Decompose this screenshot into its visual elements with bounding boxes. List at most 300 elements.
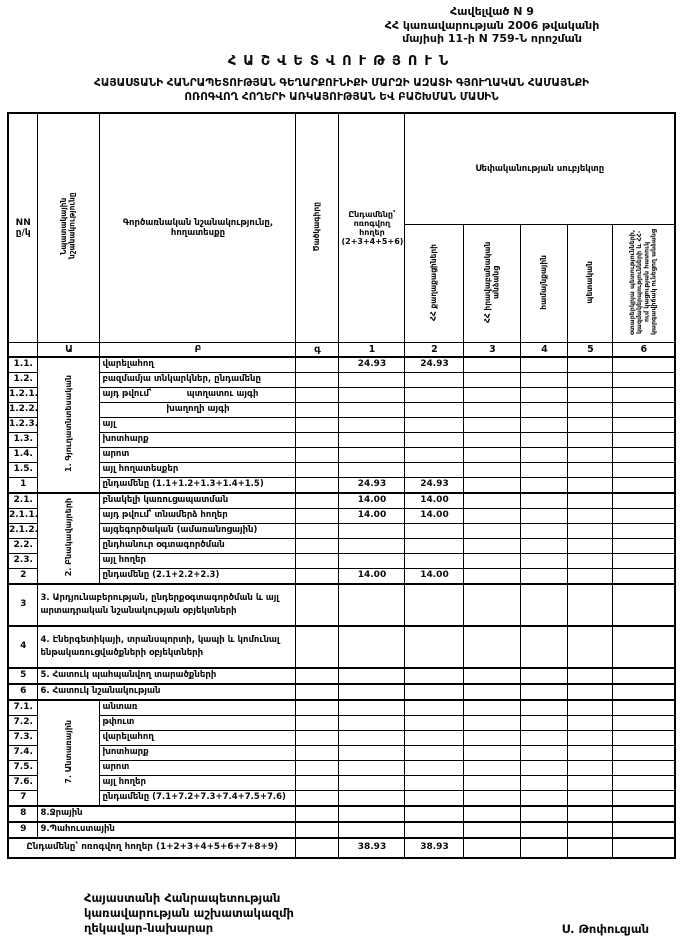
- empty-cell: [464, 584, 521, 626]
- empty-cell: [568, 731, 613, 746]
- signer-name: Ս. Թոփուզյան: [561, 922, 649, 936]
- column-letters-row: [8, 343, 675, 358]
- empty-cell: [521, 509, 568, 524]
- empty-cell: [405, 524, 464, 539]
- empty-cell: [405, 731, 464, 746]
- row-number-cell: 2.2.: [8, 539, 38, 554]
- empty-cell: [568, 761, 613, 776]
- empty-cell: [613, 684, 675, 700]
- row-number-cell: 1.2.3.: [8, 418, 38, 433]
- empty-cell: [296, 731, 339, 746]
- empty-cell: [339, 626, 405, 668]
- row-number-cell: 5: [8, 668, 38, 684]
- empty-cell: [405, 746, 464, 761]
- land-type-cell: ընդամենը (1.1+1.2+1.3+1.4+1.5): [100, 478, 296, 494]
- land-type-cell: խոտհարք: [100, 433, 296, 448]
- empty-cell: [568, 838, 613, 858]
- table-row: [8, 524, 675, 539]
- table-row: [8, 584, 675, 626]
- empty-cell: [613, 668, 675, 684]
- column-letter-cell: 5: [568, 343, 613, 358]
- row-number-cell: 7.3.: [8, 731, 38, 746]
- empty-cell: [613, 418, 675, 433]
- value-cell: 24.93: [405, 357, 464, 373]
- land-type-cell: 9.Պահուստային: [38, 822, 296, 838]
- table-row: [8, 448, 675, 463]
- empty-cell: [339, 584, 405, 626]
- empty-cell: [521, 684, 568, 700]
- empty-cell: [613, 539, 675, 554]
- empty-cell: [339, 806, 405, 822]
- empty-cell: [296, 433, 339, 448]
- ownership-col-header: [521, 225, 568, 343]
- empty-cell: [464, 626, 521, 668]
- ownership-col-header: [613, 225, 675, 343]
- empty-cell: [464, 791, 521, 807]
- land-type-cell: ընդհանուր օգտագործման: [100, 539, 296, 554]
- land-type-cell: արոտ: [100, 448, 296, 463]
- empty-cell: [339, 761, 405, 776]
- table-row: [8, 716, 675, 731]
- table-row: [8, 403, 675, 418]
- row-number-cell: 9: [8, 822, 38, 838]
- empty-cell: [613, 791, 675, 807]
- empty-cell: [613, 761, 675, 776]
- empty-cell: [405, 626, 464, 668]
- table-row: [8, 554, 675, 569]
- value-cell: 24.93: [339, 478, 405, 494]
- empty-cell: [568, 388, 613, 403]
- empty-cell: [521, 716, 568, 731]
- land-type-cell: բազմամյա տնկարկներ, ընդամենը: [100, 373, 296, 388]
- row-number-cell: 1.2.2.: [8, 403, 38, 418]
- empty-cell: [405, 373, 464, 388]
- empty-cell: [521, 584, 568, 626]
- land-type-text: խաղողի այգի: [166, 404, 230, 415]
- value-cell: 14.00: [339, 569, 405, 585]
- column-letter-cell: 1: [339, 343, 405, 358]
- empty-cell: [405, 700, 464, 716]
- empty-cell: [339, 418, 405, 433]
- empty-cell: [296, 448, 339, 463]
- empty-cell: [613, 838, 675, 858]
- row-number-cell: 2.1.2.: [8, 524, 38, 539]
- appendix-line: ՀՀ կառավարության 2006 թվականի: [384, 18, 600, 32]
- land-type-text: պտղատու այգի: [186, 389, 259, 400]
- empty-cell: [464, 761, 521, 776]
- table-row: [8, 418, 675, 433]
- column-letter-cell: Բ: [100, 343, 296, 358]
- land-type-cell: 3. Արդյունաբերության, ընդերքօգտագործման և այլ արտադրական նշանակության օբյեկտների: [38, 584, 296, 626]
- empty-cell: [339, 776, 405, 791]
- land-type-cell: թփուտ: [100, 716, 296, 731]
- empty-cell: [521, 791, 568, 807]
- land-type-cell: այլ: [100, 418, 296, 433]
- empty-cell: [296, 478, 339, 494]
- empty-cell: [521, 554, 568, 569]
- col-header-purpose: Նպատակային նշանակությունը: [38, 113, 100, 343]
- row-number-cell: 7.4.: [8, 746, 38, 761]
- empty-cell: [464, 539, 521, 554]
- table-row: [8, 357, 675, 373]
- table-row: [8, 509, 675, 524]
- empty-cell: [296, 463, 339, 478]
- empty-cell: [521, 463, 568, 478]
- land-type-cell: 8.Ջրային: [38, 806, 296, 822]
- empty-cell: [464, 776, 521, 791]
- ownership-col-header: [464, 225, 521, 343]
- empty-cell: [464, 524, 521, 539]
- table-row: [8, 731, 675, 746]
- land-type-cell: այլ հողեր: [100, 776, 296, 791]
- table-row: [8, 626, 675, 668]
- land-type-cell: 6. Հատուկ նշանակության: [38, 684, 296, 700]
- empty-cell: [613, 463, 675, 478]
- land-type-cell: արոտ: [100, 761, 296, 776]
- empty-cell: [339, 524, 405, 539]
- empty-cell: [521, 626, 568, 668]
- empty-cell: [464, 357, 521, 373]
- table-row: [8, 700, 675, 716]
- row-number-cell: 7.1.: [8, 700, 38, 716]
- table-row: [8, 822, 675, 838]
- empty-cell: [339, 403, 405, 418]
- section-label-cell: [38, 357, 100, 493]
- empty-cell: [613, 776, 675, 791]
- empty-cell: [568, 584, 613, 626]
- empty-cell: [405, 418, 464, 433]
- empty-cell: [613, 403, 675, 418]
- empty-cell: [464, 806, 521, 822]
- land-type-split: [102, 405, 293, 414]
- row-number-cell: 3: [8, 584, 38, 626]
- land-type-cell: [100, 388, 296, 403]
- empty-cell: [296, 493, 339, 509]
- empty-cell: [568, 478, 613, 494]
- empty-cell: [568, 448, 613, 463]
- empty-cell: [464, 746, 521, 761]
- empty-cell: [296, 373, 339, 388]
- empty-cell: [405, 584, 464, 626]
- ownership-col-label: օտարերկրյա պետությունների, կազմակերպությունների և ՀՀ-ում կացության հատուկ կարգավիճակ ունեցող անձանց: [629, 229, 658, 335]
- document-title: ՀԱՇՎԵՏՎՈՒԹՅՈՒՆ: [227, 53, 456, 69]
- empty-cell: [521, 776, 568, 791]
- empty-cell: [339, 791, 405, 807]
- row-number-cell: 2.3.: [8, 554, 38, 569]
- empty-cell: [568, 746, 613, 761]
- empty-cell: [405, 448, 464, 463]
- empty-cell: [613, 569, 675, 585]
- empty-cell: [405, 539, 464, 554]
- value-cell: 14.00: [339, 509, 405, 524]
- empty-cell: [405, 388, 464, 403]
- table-row: [8, 373, 675, 388]
- empty-cell: [464, 448, 521, 463]
- empty-cell: [613, 554, 675, 569]
- empty-cell: [568, 626, 613, 668]
- value-cell: 14.00: [339, 493, 405, 509]
- table-row: [8, 806, 675, 822]
- empty-cell: [613, 493, 675, 509]
- empty-cell: [521, 388, 568, 403]
- land-type-prefix: այդ թվում՝: [102, 389, 152, 400]
- row-number-cell: 2: [8, 569, 38, 585]
- empty-cell: [296, 791, 339, 807]
- appendix-reference: [327, 5, 657, 46]
- ownership-col-header: [405, 225, 464, 343]
- land-type-cell: այլ հողատեսքեր: [100, 463, 296, 478]
- col-header-total: Ընդամենը՝ ոռոգվող հողեր (2+3+4+5+6): [339, 113, 405, 343]
- empty-cell: [568, 776, 613, 791]
- signatory-title: [84, 891, 294, 936]
- land-type-cell: [100, 403, 296, 418]
- ownership-col-label: պետական: [585, 260, 595, 304]
- empty-cell: [405, 822, 464, 838]
- appendix-line: Հավելված N 9: [450, 5, 534, 18]
- row-number-cell: 1.5.: [8, 463, 38, 478]
- empty-cell: [339, 746, 405, 761]
- empty-cell: [521, 668, 568, 684]
- empty-cell: [464, 403, 521, 418]
- row-number-cell: 7.6.: [8, 776, 38, 791]
- row-number-cell: 2.1.1.: [8, 509, 38, 524]
- empty-cell: [521, 569, 568, 585]
- value-cell: 14.00: [405, 493, 464, 509]
- row-number-cell: 6: [8, 684, 38, 700]
- empty-cell: [568, 716, 613, 731]
- empty-cell: [613, 626, 675, 668]
- empty-cell: [613, 746, 675, 761]
- land-type-cell: վարելահող: [100, 357, 296, 373]
- land-type-cell: ընդամենը (2.1+2.2+2.3): [100, 569, 296, 585]
- empty-cell: [296, 684, 339, 700]
- empty-cell: [339, 822, 405, 838]
- empty-cell: [339, 448, 405, 463]
- row-number-cell: 7.2.: [8, 716, 38, 731]
- empty-cell: [464, 463, 521, 478]
- land-type-cell: այդ թվում՝ տնամերձ հողեր: [100, 509, 296, 524]
- empty-cell: [464, 716, 521, 731]
- empty-cell: [521, 838, 568, 858]
- table-row: [8, 388, 675, 403]
- empty-cell: [339, 716, 405, 731]
- empty-cell: [405, 761, 464, 776]
- empty-cell: [464, 838, 521, 858]
- empty-cell: [568, 791, 613, 807]
- empty-cell: [296, 554, 339, 569]
- land-type-split: [102, 390, 293, 399]
- header-row: [8, 113, 675, 225]
- empty-cell: [613, 524, 675, 539]
- signatory-line: ղեկավար-նախարար: [84, 921, 214, 935]
- empty-cell: [296, 822, 339, 838]
- empty-cell: [296, 806, 339, 822]
- signatory-line: կառավարության աշխատակազմի: [84, 906, 294, 920]
- empty-cell: [405, 668, 464, 684]
- empty-cell: [464, 433, 521, 448]
- appendix-line: մայիսի 11-ի N 759-Ն որոշման: [402, 32, 582, 45]
- empty-cell: [521, 731, 568, 746]
- value-cell: 24.93: [339, 357, 405, 373]
- table-row: [8, 746, 675, 761]
- column-letter-cell: 4: [521, 343, 568, 358]
- empty-cell: [339, 668, 405, 684]
- empty-cell: [405, 684, 464, 700]
- empty-cell: [568, 554, 613, 569]
- col-header-code: Ծածկագիրը: [296, 113, 339, 343]
- empty-cell: [521, 539, 568, 554]
- empty-cell: [613, 700, 675, 716]
- empty-cell: [296, 626, 339, 668]
- empty-cell: [568, 403, 613, 418]
- document-page: [0, 5, 683, 936]
- empty-cell: [405, 776, 464, 791]
- row-number-cell: 7.5.: [8, 761, 38, 776]
- empty-cell: [296, 838, 339, 858]
- empty-cell: [296, 700, 339, 716]
- empty-cell: [296, 746, 339, 761]
- empty-cell: [464, 569, 521, 585]
- empty-cell: [296, 761, 339, 776]
- empty-cell: [521, 700, 568, 716]
- empty-cell: [613, 448, 675, 463]
- empty-cell: [613, 731, 675, 746]
- row-number-cell: 8: [8, 806, 38, 822]
- value-cell: 14.00: [405, 509, 464, 524]
- column-letter-cell: 3: [464, 343, 521, 358]
- row-number-cell: 1.2.1.: [8, 388, 38, 403]
- empty-cell: [405, 433, 464, 448]
- empty-cell: [339, 731, 405, 746]
- land-type-cell: այլ հողեր: [100, 554, 296, 569]
- empty-cell: [339, 554, 405, 569]
- land-type-cell: 4. Էներգետիկայի, տրանսպորտի, կապի և կոմունալ ենթակառուցվածքների օբյեկտների: [38, 626, 296, 668]
- value-cell: 14.00: [405, 569, 464, 585]
- empty-cell: [568, 700, 613, 716]
- empty-cell: [296, 509, 339, 524]
- empty-cell: [464, 668, 521, 684]
- column-letter-cell: Ա: [38, 343, 100, 358]
- land-type-cell: այգեգործական (ամառանոցային): [100, 524, 296, 539]
- table-row: [8, 791, 675, 807]
- empty-cell: [339, 684, 405, 700]
- table-row: [8, 463, 675, 478]
- table-row: [8, 478, 675, 494]
- empty-cell: [296, 668, 339, 684]
- column-letter-cell: 2: [405, 343, 464, 358]
- empty-cell: [613, 584, 675, 626]
- empty-cell: [521, 433, 568, 448]
- empty-cell: [296, 388, 339, 403]
- row-number-cell: 2.1.: [8, 493, 38, 509]
- land-type-cell: 5. Հատուկ պահպանվող տարածքների: [38, 668, 296, 684]
- empty-cell: [568, 463, 613, 478]
- section-label: 2. Բնակավայրերի: [64, 497, 74, 576]
- empty-cell: [521, 448, 568, 463]
- empty-cell: [613, 388, 675, 403]
- empty-cell: [568, 569, 613, 585]
- signatory-line: Հայաստանի Հանրապետության: [84, 891, 281, 905]
- empty-cell: [339, 388, 405, 403]
- empty-cell: [464, 684, 521, 700]
- empty-cell: [613, 357, 675, 373]
- empty-cell: [464, 731, 521, 746]
- empty-cell: [405, 806, 464, 822]
- land-type-cell: խոտհարք: [100, 746, 296, 761]
- empty-cell: [464, 373, 521, 388]
- subtitle-line: ՈՌՈԳՎՈՂ ՀՈՂԵՐԻ ԱՌԿԱՅՈՒԹՅԱՆ ԵՎ ԲԱՇԽՄԱՆ ՄԱՍԻՆ: [184, 91, 499, 103]
- section-label: 1. Գյուղատնտեսական: [64, 374, 74, 472]
- value-cell: 38.93: [339, 838, 405, 858]
- column-letter-cell: [8, 343, 38, 358]
- empty-cell: [464, 388, 521, 403]
- empty-cell: [521, 418, 568, 433]
- empty-cell: [296, 584, 339, 626]
- empty-cell: [296, 716, 339, 731]
- section-label: 7. Անտառային: [64, 719, 74, 784]
- report-table: [7, 112, 676, 860]
- empty-cell: [568, 373, 613, 388]
- empty-cell: [464, 478, 521, 494]
- empty-cell: [568, 509, 613, 524]
- land-type-cell: բնակելի կառուցապատման: [100, 493, 296, 509]
- row-number-cell: 1.4.: [8, 448, 38, 463]
- ownership-col-label: համայնքային: [539, 254, 549, 310]
- empty-cell: [568, 806, 613, 822]
- empty-cell: [464, 554, 521, 569]
- table-row: [8, 761, 675, 776]
- document-subtitle: [0, 76, 683, 105]
- land-type-cell: անտառ: [100, 700, 296, 716]
- empty-cell: [613, 509, 675, 524]
- empty-cell: [521, 373, 568, 388]
- ownership-col-label: ՀՀ քաղաքացիների: [429, 243, 439, 321]
- column-letter-cell: գ: [296, 343, 339, 358]
- empty-cell: [405, 716, 464, 731]
- land-type-cell: վարելահող: [100, 731, 296, 746]
- empty-cell: [613, 478, 675, 494]
- empty-cell: [568, 357, 613, 373]
- table-row: [8, 668, 675, 684]
- empty-cell: [613, 822, 675, 838]
- value-cell: 38.93: [405, 838, 464, 858]
- empty-cell: [296, 776, 339, 791]
- subtitle-line: ՀԱՅԱՍՏԱՆԻ ՀԱՆՐԱՊԵՏՈՒԹՅԱՆ ԳԵՂԱՐՔՈՒՆԻՔԻ ՄԱՐԶԻ ԱԶԱՏԻ ԳՅՈՒՂԱԿԱՆ ՀԱՄԱՅՆՔԻ: [93, 76, 590, 89]
- empty-cell: [521, 478, 568, 494]
- footer: [0, 891, 683, 936]
- empty-cell: [296, 569, 339, 585]
- empty-cell: [296, 524, 339, 539]
- empty-cell: [613, 716, 675, 731]
- empty-cell: [521, 761, 568, 776]
- empty-cell: [521, 493, 568, 509]
- col-header-functional: Գործառնական նշանակությունը, հողատեսքը: [100, 113, 296, 343]
- land-type-cell: ընդամենը (7.1+7.2+7.3+7.4+7.5+7.6): [100, 791, 296, 807]
- empty-cell: [521, 524, 568, 539]
- row-number-cell: 1.1.: [8, 357, 38, 373]
- column-letter-cell: 6: [613, 343, 675, 358]
- empty-cell: [339, 539, 405, 554]
- empty-cell: [296, 539, 339, 554]
- empty-cell: [405, 403, 464, 418]
- empty-cell: [339, 463, 405, 478]
- empty-cell: [568, 668, 613, 684]
- empty-cell: [339, 433, 405, 448]
- row-number-cell: 7: [8, 791, 38, 807]
- table-row: [8, 776, 675, 791]
- row-number-cell: 1.3.: [8, 433, 38, 448]
- empty-cell: [405, 791, 464, 807]
